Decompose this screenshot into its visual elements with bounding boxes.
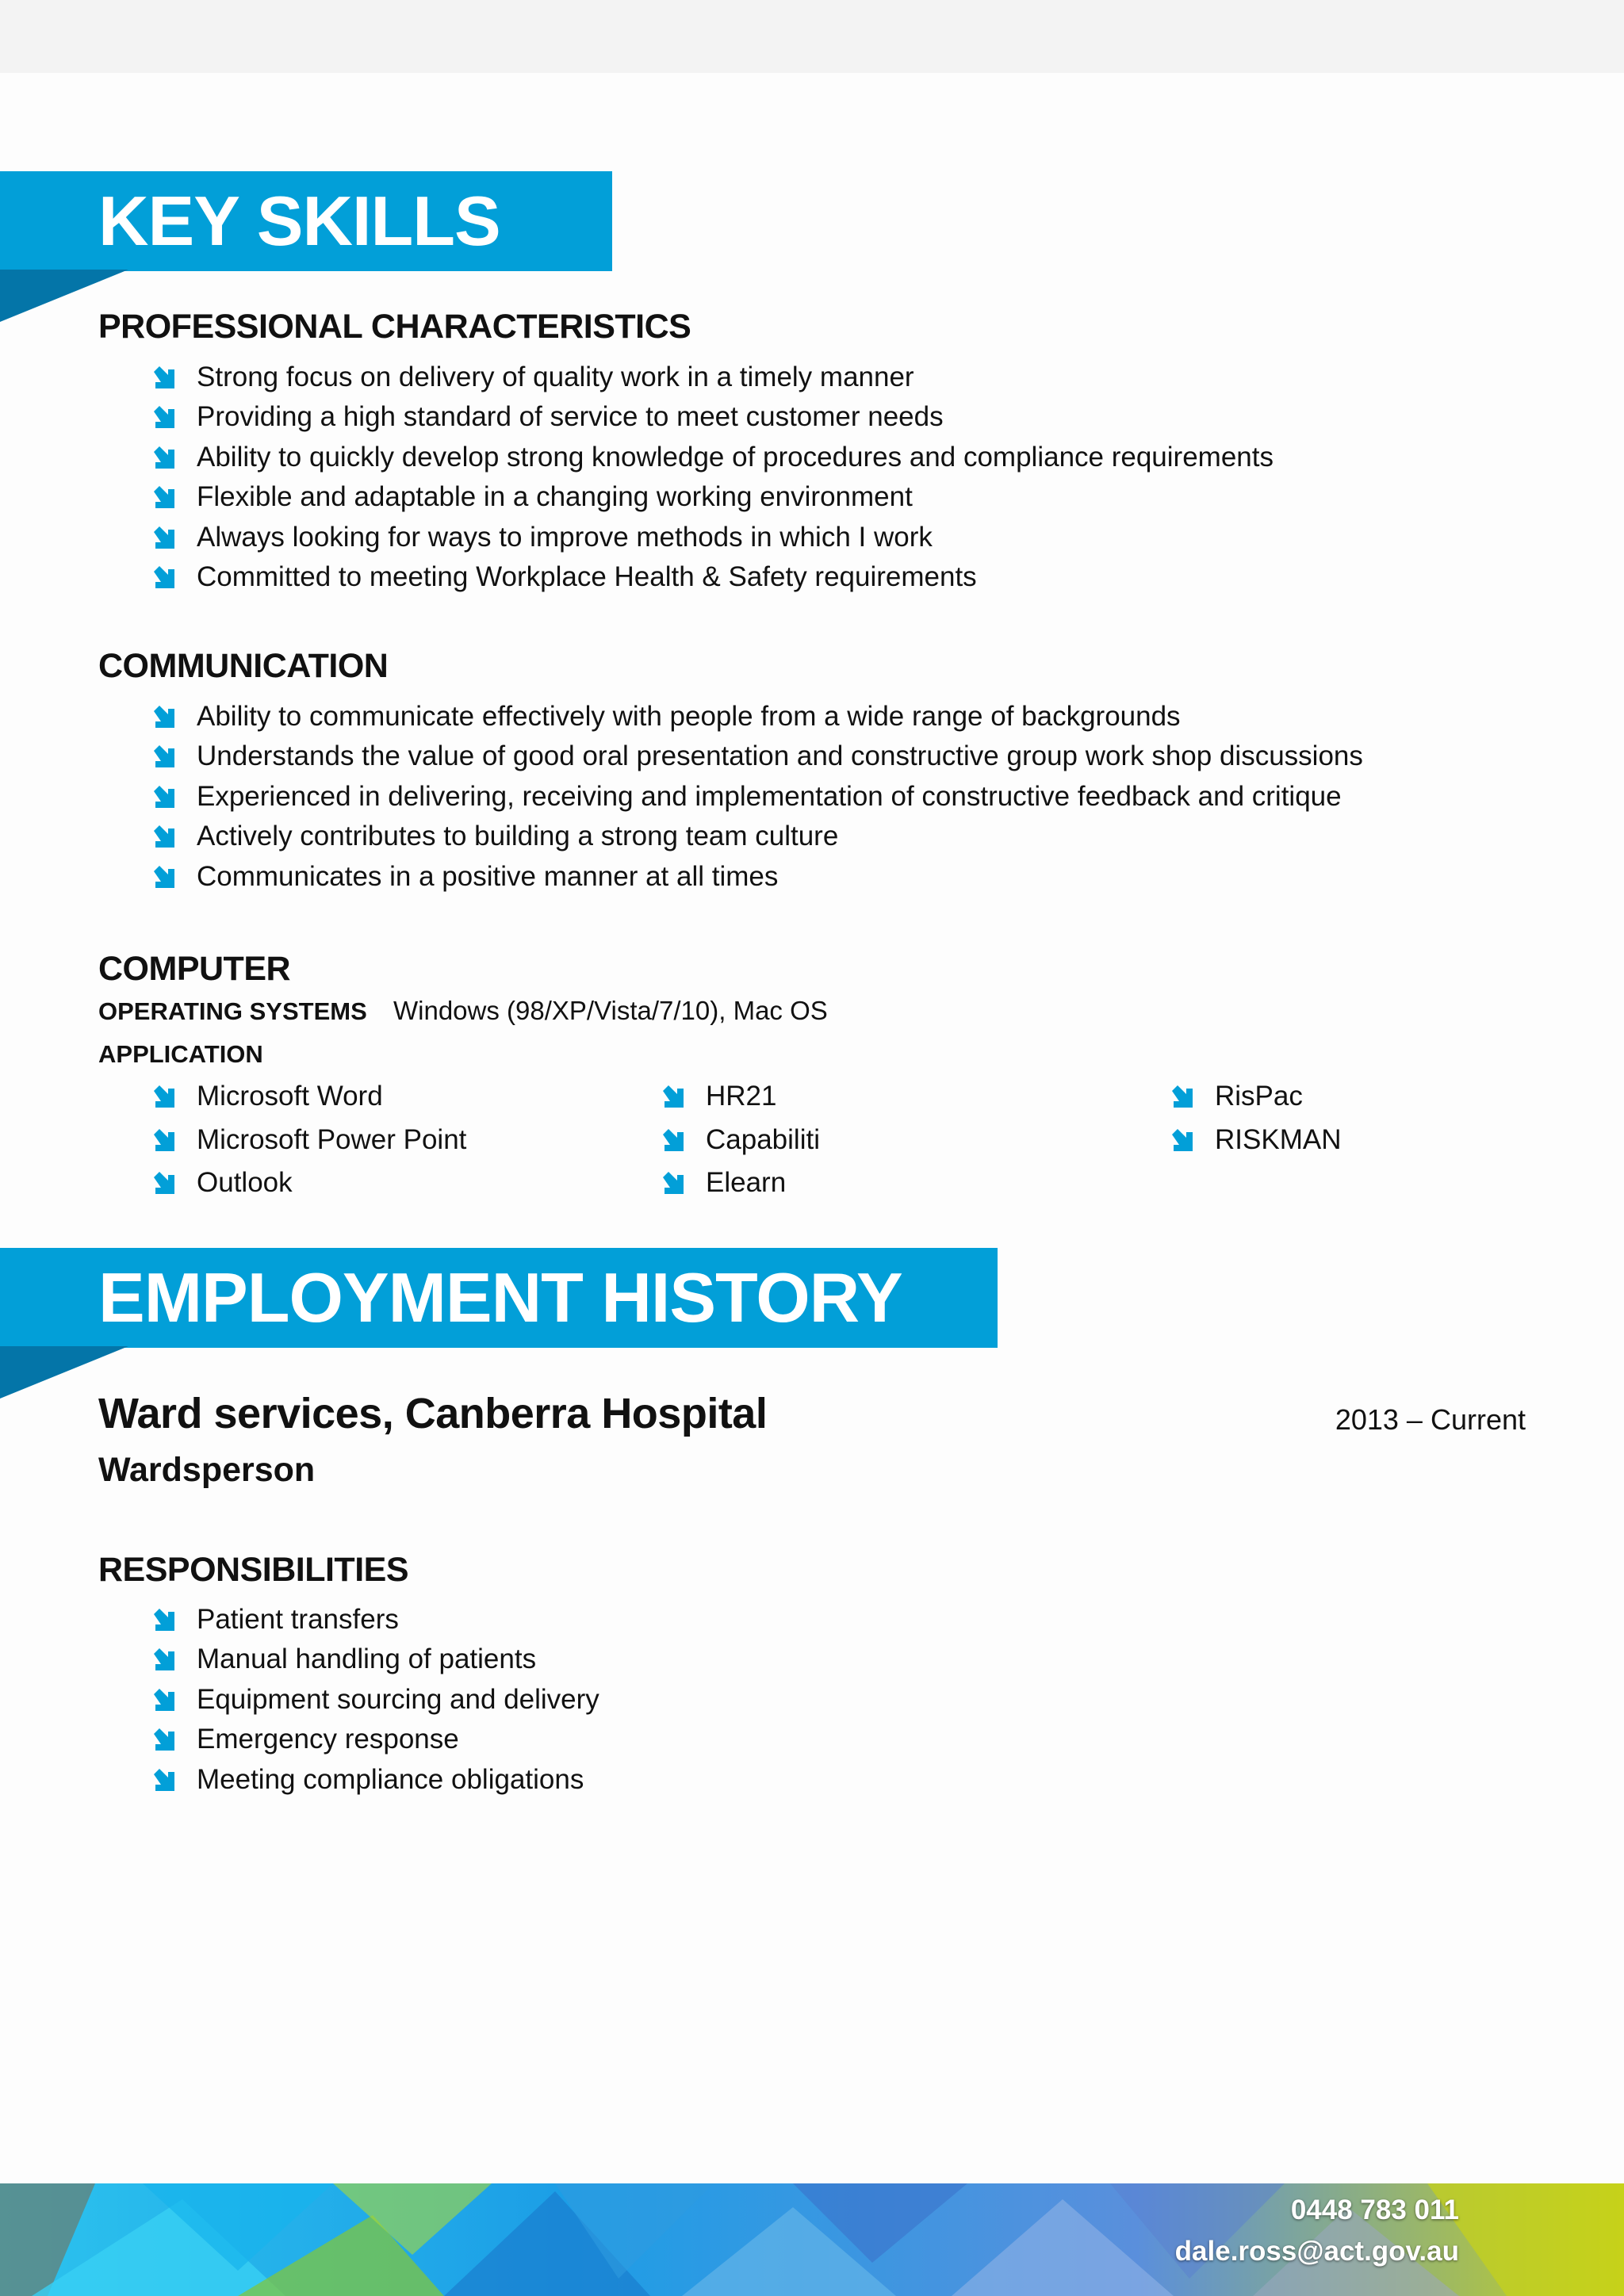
list-item-text: Flexible and adaptable in a changing working environment xyxy=(197,481,913,513)
bullet-arrow-icon xyxy=(660,1084,685,1109)
bullet-arrow-icon xyxy=(151,564,176,590)
list-item xyxy=(151,518,1274,557)
key-skills-banner xyxy=(0,171,612,271)
list-item xyxy=(1169,1120,1341,1164)
bullet-arrow-icon xyxy=(1169,1084,1194,1109)
bullet-arrow-icon xyxy=(151,784,176,809)
responsibilities-title: RESPONSIBILITIES xyxy=(98,1551,409,1589)
communication-list xyxy=(151,697,1363,897)
professional-characteristics-title: PROFESSIONAL CHARACTERISTICS xyxy=(98,308,691,346)
bullet-arrow-icon xyxy=(151,1084,176,1109)
list-item-text: Strong focus on delivery of quality work in a timely manner xyxy=(197,362,914,392)
bullet-arrow-icon xyxy=(151,1647,176,1672)
list-item xyxy=(151,438,1274,477)
employment-history-banner xyxy=(0,1248,998,1348)
list-item xyxy=(151,1720,599,1759)
list-item-text: Actively contributes to building a strong team culture xyxy=(197,821,839,852)
list-item xyxy=(151,817,1363,856)
list-item-text: Outlook xyxy=(197,1167,293,1198)
applications-column-3 xyxy=(1169,1077,1341,1163)
bullet-arrow-icon xyxy=(151,445,176,470)
responsibilities-list xyxy=(151,1600,599,1800)
operating-systems-label: OPERATING SYSTEMS xyxy=(98,997,367,1025)
computer-title: COMPUTER xyxy=(98,950,291,988)
list-item xyxy=(151,1640,599,1679)
bullet-arrow-icon xyxy=(151,1767,176,1793)
list-item-text: Capabiliti xyxy=(706,1123,820,1155)
list-item-text: Ability to communicate effectively with people from a wide range of backgrounds xyxy=(197,701,1181,732)
bullet-arrow-icon xyxy=(151,1127,176,1153)
list-item xyxy=(660,1163,820,1207)
list-item-text: HR21 xyxy=(706,1081,777,1112)
list-item-text: RISKMAN xyxy=(1215,1123,1342,1155)
communication-title: COMMUNICATION xyxy=(98,647,389,685)
application-label: APPLICATION xyxy=(98,1040,263,1068)
list-item xyxy=(151,857,1363,897)
list-item xyxy=(1169,1077,1341,1120)
bullet-arrow-icon xyxy=(151,1170,176,1196)
bullet-arrow-icon xyxy=(151,744,176,769)
list-item xyxy=(151,1680,599,1720)
list-item xyxy=(660,1120,820,1164)
list-item xyxy=(151,697,1363,737)
employment-history-heading: EMPLOYMENT HISTORY xyxy=(98,1258,902,1337)
list-item xyxy=(660,1077,820,1120)
bullet-arrow-icon xyxy=(151,404,176,430)
list-item xyxy=(151,557,1274,597)
list-item-text: Microsoft Power Point xyxy=(197,1123,467,1155)
list-item-text: Equipment sourcing and delivery xyxy=(197,1683,599,1715)
list-item-text: Providing a high standard of service to meet customer needs xyxy=(197,401,944,433)
operating-systems-value: Windows (98/XP/Vista/7/10), Mac OS xyxy=(393,996,828,1025)
job-title: Ward services, Canberra Hospital xyxy=(98,1390,768,1437)
bullet-arrow-icon xyxy=(151,704,176,729)
job-role: Wardsperson xyxy=(98,1451,316,1489)
bullet-arrow-icon xyxy=(151,1687,176,1712)
bullet-arrow-icon xyxy=(1169,1127,1194,1153)
list-item-text: Elearn xyxy=(706,1167,787,1198)
list-item xyxy=(151,1077,466,1120)
list-item-text: Emergency response xyxy=(197,1724,459,1755)
bullet-arrow-icon xyxy=(660,1127,685,1153)
footer-banner xyxy=(0,2183,1624,2296)
list-item-text: Manual handling of patients xyxy=(197,1644,537,1675)
list-item xyxy=(151,737,1363,776)
list-item-text: Communicates in a positive manner at all times xyxy=(197,860,779,892)
bullet-arrow-icon xyxy=(660,1170,685,1196)
list-item-text: Always looking for ways to improve methods in which I work xyxy=(197,521,933,553)
bullet-arrow-icon xyxy=(151,824,176,849)
list-item-text: Committed to meeting Workplace Health & Safety requirements xyxy=(197,561,977,592)
list-item xyxy=(151,777,1363,817)
list-item xyxy=(151,477,1274,517)
bullet-arrow-icon xyxy=(151,1727,176,1752)
list-item xyxy=(151,1760,599,1800)
bullet-arrow-icon xyxy=(151,484,176,510)
key-skills-heading: KEY SKILLS xyxy=(98,182,500,260)
page-top-margin xyxy=(0,0,1624,73)
bullet-arrow-icon xyxy=(151,525,176,550)
job-period: 2013 – Current xyxy=(1335,1403,1526,1436)
contact-phone: 0448 783 011 xyxy=(1290,2195,1459,2225)
list-item-text: Patient transfers xyxy=(197,1604,399,1635)
list-item xyxy=(151,397,1274,437)
list-item-text: Meeting compliance obligations xyxy=(197,1763,584,1795)
applications-column-2 xyxy=(660,1077,820,1207)
bullet-arrow-icon xyxy=(151,864,176,890)
list-item-text: RisPac xyxy=(1215,1081,1303,1112)
list-item xyxy=(151,1600,599,1640)
applications-column-1 xyxy=(151,1077,466,1207)
bullet-arrow-icon xyxy=(151,365,176,390)
list-item xyxy=(151,1120,466,1164)
list-item xyxy=(151,1163,466,1207)
list-item-text: Understands the value of good oral presentation and constructive group work shop discussions xyxy=(197,740,1363,772)
list-item-text: Microsoft Word xyxy=(197,1081,383,1112)
bullet-arrow-icon xyxy=(151,1607,176,1632)
contact-email: dale.ross@act.gov.au xyxy=(1174,2236,1459,2267)
professional-characteristics-list xyxy=(151,358,1274,597)
list-item-text: Experienced in delivering, receiving and implementation of constructive feedback and critique xyxy=(197,780,1342,812)
list-item-text: Ability to quickly develop strong knowledge of procedures and compliance requirements xyxy=(197,441,1274,473)
list-item xyxy=(151,358,1274,397)
